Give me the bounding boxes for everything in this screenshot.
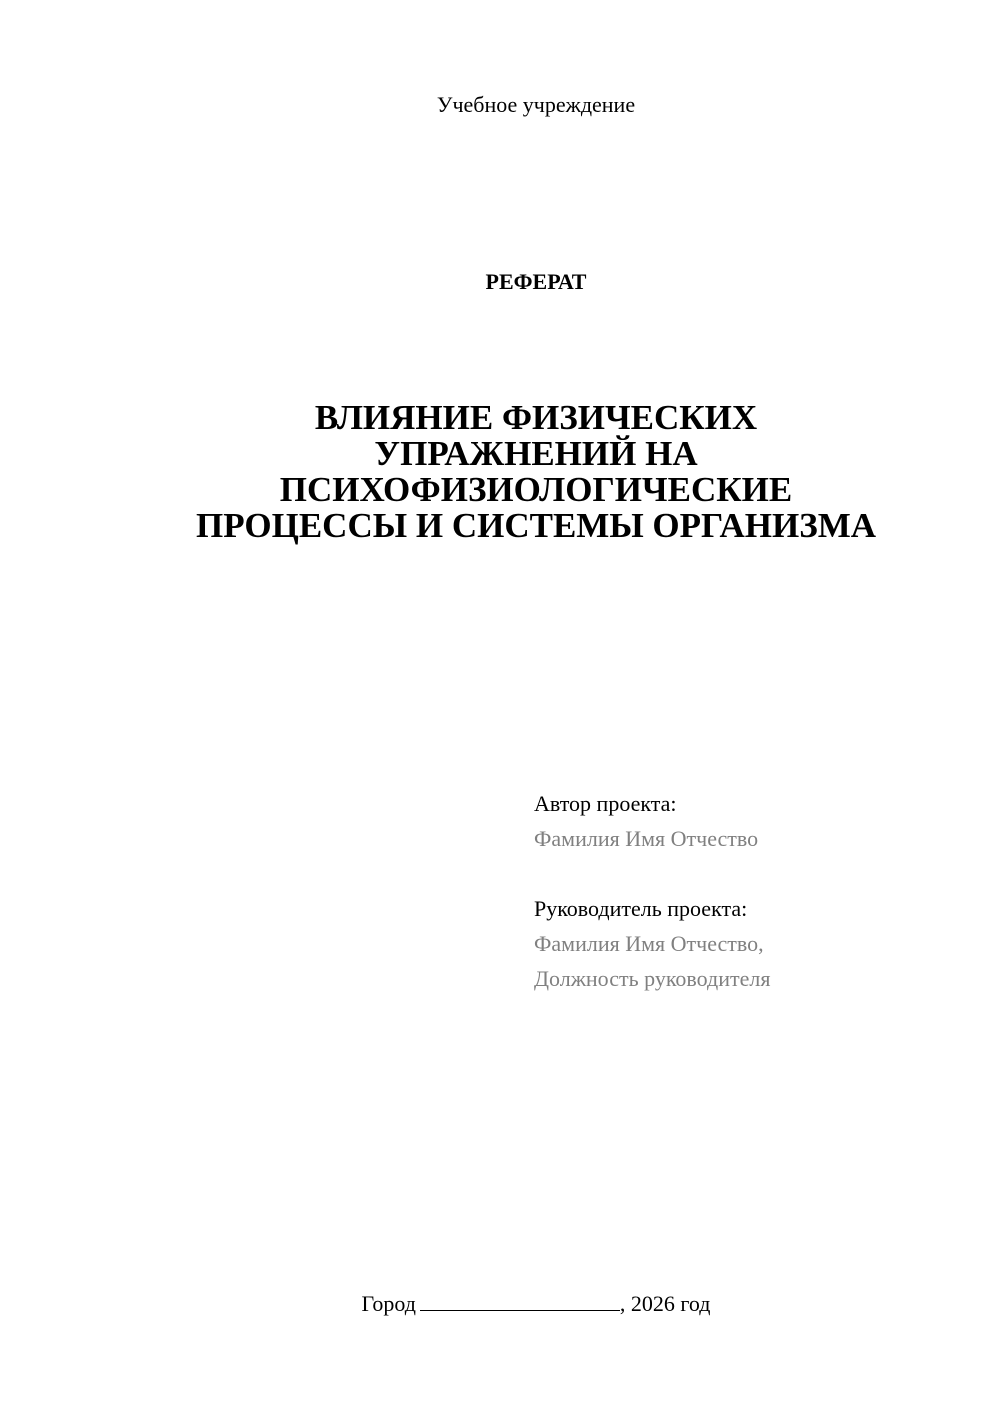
title-line: УПРАЖНЕНИЙ НА	[374, 434, 698, 473]
author-label: Автор проекта:	[534, 791, 677, 816]
supervisor-position: Должность руководителя	[534, 966, 771, 991]
author-name: Фамилия Имя Отчество	[534, 826, 759, 851]
title-line: ПСИХОФИЗИОЛОГИЧЕСКИЕ	[279, 470, 793, 509]
supervisor-label: Руководитель проекта:	[534, 896, 748, 921]
title-line: ВЛИЯНИЕ ФИЗИЧЕСКИХ	[314, 398, 758, 437]
city-label: Город	[361, 1291, 416, 1316]
document-type: РЕФЕРАТ	[485, 269, 587, 294]
year-text: , 2026 год	[619, 1291, 711, 1316]
supervisor-name: Фамилия Имя Отчество,	[534, 931, 764, 956]
author-block	[534, 786, 954, 856]
title-line: ПРОЦЕССЫ И СИСТЕМЫ ОРГАНИЗМА	[195, 506, 877, 545]
city-year-line	[0, 1290, 1000, 1318]
institution-name: Учебное учреждение	[436, 92, 636, 117]
city-blank-field	[420, 1290, 620, 1311]
supervisor-block	[534, 891, 954, 996]
document-title	[100, 400, 972, 544]
